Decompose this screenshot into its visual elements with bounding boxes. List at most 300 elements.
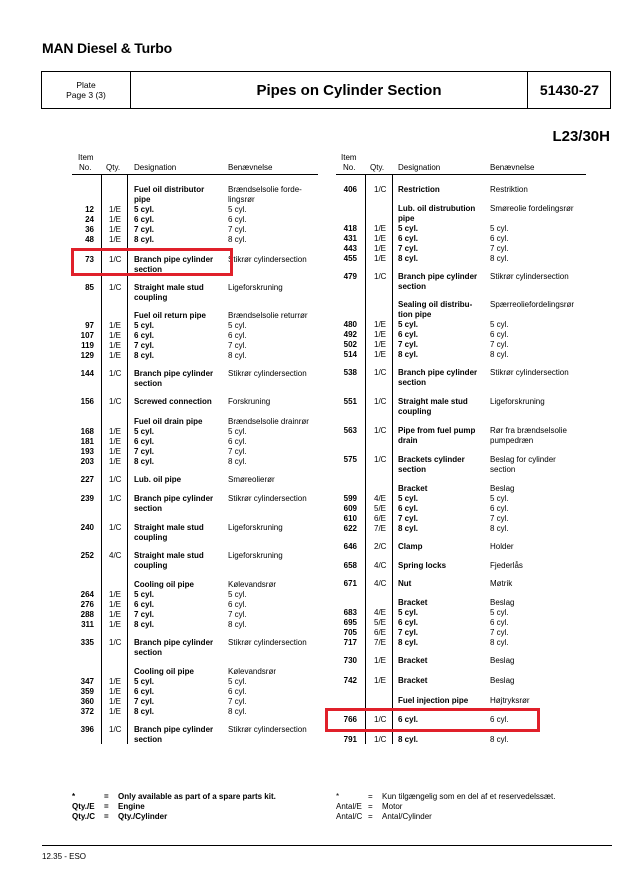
right-cell-des: Bracket xyxy=(398,656,428,665)
right-cell-item: 658 xyxy=(343,561,357,570)
right-cell-item: 563 xyxy=(343,426,357,435)
right-cell-des: 6 cyl. xyxy=(398,504,419,513)
right-cell-qty: 1/C xyxy=(374,715,387,724)
right-cell-des: 8 cyl. xyxy=(398,735,419,744)
right-cell-item: 683 xyxy=(343,608,357,617)
left-cell-ben: 5 cyl. xyxy=(228,205,247,214)
left-cell-item: 193 xyxy=(80,447,94,456)
right-cell-qty: 1/E xyxy=(374,340,387,349)
right-cell-des: coupling xyxy=(398,407,432,416)
left-designation-header: Designation xyxy=(134,163,177,172)
right-item-header-bottom: No. xyxy=(343,163,356,172)
left-cell-ben: Forskruning xyxy=(228,397,271,406)
right-cell-item: 695 xyxy=(343,618,357,627)
right-cell-qty: 1/E xyxy=(374,330,387,339)
right-cell-item: 514 xyxy=(343,350,357,359)
right-designation-header: Designation xyxy=(398,163,441,172)
left-cell-qty: 1/C xyxy=(109,283,122,292)
right-cell-ben: 7 cyl. xyxy=(490,628,509,637)
right-cell-qty: 1/E xyxy=(374,244,387,253)
right-cell-des: 8 cyl. xyxy=(398,638,419,647)
left-cell-qty: 1/E xyxy=(109,427,122,436)
foot-right-v: Motor xyxy=(382,802,403,811)
right-cell-des: section xyxy=(398,378,427,387)
right-cell-item: 431 xyxy=(343,234,357,243)
right-cell-qty: 1/C xyxy=(374,735,387,744)
right-cell-ben: Fjederlås xyxy=(490,561,523,570)
plate-label: Plate xyxy=(76,80,96,90)
left-cell-des: Screwed connection xyxy=(134,397,212,406)
left-cell-item: 372 xyxy=(80,707,94,716)
left-cell-qty: 1/C xyxy=(109,725,122,734)
left-cell-des: section xyxy=(134,735,163,744)
left-cell-ben: 6 cyl. xyxy=(228,331,247,340)
foot-right-k: * xyxy=(336,792,340,801)
left-cell-qty: 1/E xyxy=(109,590,122,599)
left-cell-ben: 6 cyl. xyxy=(228,437,247,446)
right-cell-qty: 6/E xyxy=(374,628,387,637)
foot-left-eq: = xyxy=(104,812,109,821)
right-cell-item: 717 xyxy=(343,638,357,647)
left-cell-ben: Stikrør cylindersection xyxy=(228,638,307,647)
left-cell-qty: 1/E xyxy=(109,351,122,360)
left-cell-item: 276 xyxy=(80,600,94,609)
right-cell-ben: 7 cyl. xyxy=(490,244,509,253)
left-cell-des: Fuel oil return pipe xyxy=(134,311,207,320)
right-cell-des: 7 cyl. xyxy=(398,340,419,349)
left-cell-qty: 1/E xyxy=(109,677,122,686)
right-cell-item: 671 xyxy=(343,579,357,588)
left-cell-des: Straight male stud xyxy=(134,523,204,532)
left-cell-ben: 7 cyl. xyxy=(228,341,247,350)
left-cell-des: 8 cyl. xyxy=(134,235,155,244)
right-cell-item: 551 xyxy=(343,397,357,406)
left-cell-item: 239 xyxy=(80,494,94,503)
left-cell-ben: 5 cyl. xyxy=(228,590,247,599)
plate-header xyxy=(41,71,611,109)
right-cell-des: 7 cyl. xyxy=(398,628,419,637)
left-cell-qty: 1/E xyxy=(109,321,122,330)
left-cell-des: 8 cyl. xyxy=(134,707,155,716)
right-cell-des: 5 cyl. xyxy=(398,494,419,503)
right-qty-header: Qty. xyxy=(370,163,385,172)
left-cell-qty: 1/E xyxy=(109,457,122,466)
left-item-header-bottom: No. xyxy=(79,163,92,172)
right-cell-ben: 6 cyl. xyxy=(490,330,509,339)
left-cell-ben: 8 cyl. xyxy=(228,235,247,244)
right-cell-item: 492 xyxy=(343,330,357,339)
left-cell-qty: 1/E xyxy=(109,447,122,456)
left-cell-item: 252 xyxy=(80,551,94,560)
right-cell-des: Spring locks xyxy=(398,561,447,570)
right-cell-ben: 8 cyl. xyxy=(490,735,509,744)
right-cell-qty: 7/E xyxy=(374,524,387,533)
plate-title: Pipes on Cylinder Section xyxy=(256,81,442,99)
left-cell-des: 8 cyl. xyxy=(134,620,155,629)
right-vline-2 xyxy=(392,174,393,744)
right-cell-qty: 1/E xyxy=(374,350,387,359)
left-cell-des: section xyxy=(134,648,163,657)
highlight-box-item-766 xyxy=(325,708,540,732)
left-cell-ben: 8 cyl. xyxy=(228,351,247,360)
right-cell-qty: 1/E xyxy=(374,234,387,243)
left-cell-des: 7 cyl. xyxy=(134,341,155,350)
left-cell-qty: 1/C xyxy=(109,255,122,264)
right-cell-des: Straight male stud xyxy=(398,397,468,406)
right-cell-des: Fuel injection pipe xyxy=(398,696,469,705)
right-cell-qty: 1/E xyxy=(374,320,387,329)
right-cell-ben: 5 cyl. xyxy=(490,320,509,329)
left-cell-item: 335 xyxy=(80,638,94,647)
left-cell-qty: 1/C xyxy=(109,638,122,647)
left-cell-des: 7 cyl. xyxy=(134,225,155,234)
right-cell-qty: 7/E xyxy=(374,638,387,647)
left-cell-ben: 5 cyl. xyxy=(228,321,247,330)
left-cell-ben: Stikrør cylindersection xyxy=(228,255,307,264)
right-cell-des: section xyxy=(398,282,427,291)
right-cell-ben: Holder xyxy=(490,542,514,551)
foot-right-k: Antal/C xyxy=(336,812,363,821)
right-cell-item: 599 xyxy=(343,494,357,503)
right-cell-des: 5 cyl. xyxy=(398,608,419,617)
left-cell-ben: 6 cyl. xyxy=(228,600,247,609)
right-cell-des: Branch pipe cylinder xyxy=(398,368,478,377)
right-cell-des: Bracket xyxy=(398,484,428,493)
right-cell-ben: Restriktion xyxy=(490,185,528,194)
left-cell-des: 7 cyl. xyxy=(134,610,155,619)
right-cell-item: 646 xyxy=(343,542,357,551)
left-cell-ben: 8 cyl. xyxy=(228,707,247,716)
left-cell-item: 36 xyxy=(85,225,94,234)
left-cell-des: coupling xyxy=(134,561,168,570)
left-cell-des: Fuel oil drain pipe xyxy=(134,417,203,426)
left-cell-qty: 1/C xyxy=(109,369,122,378)
right-cell-des: 6 cyl. xyxy=(398,715,419,724)
left-cell-des: 5 cyl. xyxy=(134,590,155,599)
foot-right-v: Kun tilgængelig som en del af et reservedelssæt. xyxy=(382,792,556,801)
right-cell-ben: Smøreolie fordelingsrør xyxy=(490,204,574,213)
left-cell-item: 24 xyxy=(85,215,94,224)
left-cell-ben: Ligeforskruning xyxy=(228,523,283,532)
right-cell-qty: 5/E xyxy=(374,504,387,513)
left-cell-ben: 5 cyl. xyxy=(228,677,247,686)
left-cell-qty: 1/E xyxy=(109,331,122,340)
left-cell-des: Lub. oil pipe xyxy=(134,475,182,484)
engine-model: L23/30H xyxy=(552,128,610,145)
right-cell-des: 8 cyl. xyxy=(398,524,419,533)
right-cell-item: 609 xyxy=(343,504,357,513)
right-cell-des: Bracket xyxy=(398,598,428,607)
left-cell-des: 5 cyl. xyxy=(134,321,155,330)
left-cell-item: 359 xyxy=(80,687,94,696)
plate-number: 51430-27 xyxy=(527,71,611,109)
document-version: 12.35 - ESO xyxy=(42,852,87,861)
right-cell-des: 6 cyl. xyxy=(398,618,419,627)
right-cell-item: 730 xyxy=(343,656,357,665)
left-cell-qty: 1/E xyxy=(109,437,122,446)
foot-left-eq: = xyxy=(104,802,109,811)
left-cell-des: section xyxy=(134,265,163,274)
left-cell-qty: 1/E xyxy=(109,707,122,716)
left-cell-qty: 1/E xyxy=(109,600,122,609)
right-cell-des: 7 cyl. xyxy=(398,514,419,523)
left-cell-des: 7 cyl. xyxy=(134,697,155,706)
right-cell-ben: Beslag for cylinder xyxy=(490,455,556,464)
left-benaevnelse-header: Benævnelse xyxy=(228,163,273,172)
left-cell-qty: 1/E xyxy=(109,687,122,696)
right-cell-qty: 1/C xyxy=(374,272,387,281)
right-cell-ben: 5 cyl. xyxy=(490,494,509,503)
left-cell-ben: Ligeforskruning xyxy=(228,551,283,560)
right-cell-ben: Ligeforskruning xyxy=(490,397,545,406)
right-cell-qty: 1/E xyxy=(374,224,387,233)
left-cell-ben: Kølevandsrør xyxy=(228,667,277,676)
left-cell-qty: 1/E xyxy=(109,620,122,629)
left-cell-des: 5 cyl. xyxy=(134,427,155,436)
left-cell-item: 119 xyxy=(81,341,94,350)
page-number: Page 3 (3) xyxy=(66,90,106,100)
left-cell-ben: Brændselsolie forde- xyxy=(228,185,302,194)
left-cell-des: Straight male stud xyxy=(134,551,204,560)
left-cell-ben: Stikrør cylindersection xyxy=(228,369,307,378)
right-cell-ben: Stikrør cylindersection xyxy=(490,272,569,281)
left-cell-des: coupling xyxy=(134,533,168,542)
left-cell-des: 6 cyl. xyxy=(134,331,155,340)
left-cell-des: Fuel oil distributor xyxy=(134,185,205,194)
left-cell-ben: Kølevandsrør xyxy=(228,580,277,589)
right-cell-qty: 5/E xyxy=(374,618,387,627)
right-cell-ben: Beslag xyxy=(490,598,515,607)
right-cell-ben: 5 cyl. xyxy=(490,608,509,617)
right-cell-ben: Møtrik xyxy=(490,579,513,588)
right-cell-item: 742 xyxy=(343,676,357,685)
left-cell-des: 6 cyl. xyxy=(134,215,155,224)
right-cell-item: 455 xyxy=(343,254,357,263)
left-cell-item: 264 xyxy=(80,590,94,599)
right-cell-des: 6 cyl. xyxy=(398,234,419,243)
foot-left-v: Only available as part of a spare parts kit. xyxy=(118,792,276,801)
right-cell-des: Branch pipe cylinder xyxy=(398,272,478,281)
foot-right-eq: = xyxy=(368,792,373,801)
left-cell-ben: 8 cyl. xyxy=(228,457,247,466)
left-cell-qty: 1/E xyxy=(109,235,122,244)
left-cell-ben: Ligeforskruning xyxy=(228,283,283,292)
right-cell-qty: 1/C xyxy=(374,185,387,194)
right-cell-item: 538 xyxy=(343,368,357,377)
left-cell-des: 6 cyl. xyxy=(134,687,155,696)
left-cell-ben: 7 cyl. xyxy=(228,610,247,619)
left-cell-item: 347 xyxy=(80,677,94,686)
left-cell-item: 85 xyxy=(85,283,94,292)
left-cell-ben: Brændselsolie returrør xyxy=(228,311,308,320)
left-cell-des: Straight male stud xyxy=(134,283,204,292)
right-cell-qty: 2/C xyxy=(374,542,387,551)
right-vline-1 xyxy=(365,174,366,744)
left-cell-ben: 6 cyl. xyxy=(228,687,247,696)
foot-left-k: * xyxy=(72,792,76,801)
right-cell-item: 610 xyxy=(343,514,357,523)
right-cell-item: 705 xyxy=(343,628,357,637)
right-cell-des: Restriction xyxy=(398,185,440,194)
left-cell-des: 5 cyl. xyxy=(134,677,155,686)
right-cell-des: 8 cyl. xyxy=(398,254,419,263)
left-cell-item: 203 xyxy=(80,457,94,466)
left-cell-des: 8 cyl. xyxy=(134,457,155,466)
left-cell-des: section xyxy=(134,504,163,513)
right-cell-ben: Højtryksrør xyxy=(490,696,530,705)
right-cell-ben: Spærreoliefordelingsrør xyxy=(490,300,575,309)
left-cell-ben: 8 cyl. xyxy=(228,620,247,629)
right-cell-des: Clamp xyxy=(398,542,423,551)
left-cell-des: 8 cyl. xyxy=(134,351,155,360)
left-cell-qty: 1/C xyxy=(109,475,122,484)
left-cell-ben: 6 cyl. xyxy=(228,215,247,224)
left-cell-des: pipe xyxy=(134,195,151,204)
left-cell-item: 288 xyxy=(80,610,94,619)
right-cell-des: Lub. oil distrubution xyxy=(398,204,476,213)
foot-right-eq: = xyxy=(368,802,373,811)
left-cell-qty: 1/E xyxy=(109,341,122,350)
left-cell-item: 168 xyxy=(80,427,94,436)
right-cell-ben: 8 cyl. xyxy=(490,524,509,533)
left-cell-des: 5 cyl. xyxy=(134,205,155,214)
right-cell-item: 791 xyxy=(343,735,357,744)
right-cell-ben: 8 cyl. xyxy=(490,254,509,263)
left-cell-ben: 7 cyl. xyxy=(228,225,247,234)
left-cell-qty: 1/E xyxy=(109,225,122,234)
right-cell-item: 479 xyxy=(343,272,357,281)
right-cell-ben: 6 cyl. xyxy=(490,715,509,724)
left-cell-qty: 1/C xyxy=(109,523,122,532)
right-cell-ben: 7 cyl. xyxy=(490,340,509,349)
right-cell-des: pipe xyxy=(398,214,415,223)
left-cell-ben: 7 cyl. xyxy=(228,447,247,456)
left-cell-des: section xyxy=(134,379,163,388)
left-cell-item: 360 xyxy=(80,697,94,706)
right-cell-qty: 1/C xyxy=(374,397,387,406)
right-header-rule xyxy=(336,174,586,175)
right-cell-qty: 1/C xyxy=(374,368,387,377)
left-cell-item: 73 xyxy=(85,255,94,264)
right-cell-qty: 4/E xyxy=(374,608,387,617)
right-cell-item: 766 xyxy=(343,715,357,724)
left-cell-ben: 5 cyl. xyxy=(228,427,247,436)
right-cell-qty: 1/C xyxy=(374,426,387,435)
right-cell-des: 8 cyl. xyxy=(398,350,419,359)
left-cell-des: coupling xyxy=(134,293,168,302)
left-cell-des: 6 cyl. xyxy=(134,437,155,446)
plate-page-cell xyxy=(42,72,131,108)
left-cell-des: Branch pipe cylinder xyxy=(134,369,214,378)
left-cell-des: Branch pipe cylinder xyxy=(134,638,214,647)
left-item-header-top: Item xyxy=(78,153,94,162)
left-cell-item: 107 xyxy=(80,331,94,340)
right-cell-ben: 8 cyl. xyxy=(490,638,509,647)
right-cell-ben: 7 cyl. xyxy=(490,514,509,523)
right-cell-ben: 5 cyl. xyxy=(490,224,509,233)
foot-left-v: Engine xyxy=(118,802,145,811)
foot-left-v: Qty./Cylinder xyxy=(118,812,168,821)
right-cell-qty: 4/C xyxy=(374,579,387,588)
right-cell-des: 7 cyl. xyxy=(398,244,419,253)
left-cell-des: Cooling oil pipe xyxy=(134,580,194,589)
right-cell-ben: Stikrør cylindersection xyxy=(490,368,569,377)
foot-left-k: Qty./E xyxy=(72,802,95,811)
right-cell-qty: 1/E xyxy=(374,656,387,665)
right-cell-ben: Beslag xyxy=(490,656,515,665)
right-cell-des: section xyxy=(398,465,427,474)
left-cell-des: Branch pipe cylinder xyxy=(134,494,214,503)
right-cell-qty: 1/C xyxy=(374,455,387,464)
left-cell-item: 97 xyxy=(85,321,94,330)
left-cell-qty: 4/C xyxy=(109,551,122,560)
right-benaevnelse-header: Benævnelse xyxy=(490,163,535,172)
right-cell-qty: 1/E xyxy=(374,254,387,263)
left-cell-ben: Stikrør cylindersection xyxy=(228,725,307,734)
right-cell-des: Brackets cylinder xyxy=(398,455,465,464)
right-cell-ben: Beslag xyxy=(490,676,515,685)
left-cell-item: 181 xyxy=(80,437,94,446)
right-cell-des: Bracket xyxy=(398,676,428,685)
left-cell-qty: 1/E xyxy=(109,610,122,619)
left-cell-qty: 1/E xyxy=(109,215,122,224)
right-cell-item: 480 xyxy=(343,320,357,329)
right-cell-ben: Beslag xyxy=(490,484,515,493)
right-cell-des: tion pipe xyxy=(398,310,432,319)
foot-left-k: Qty./C xyxy=(72,812,95,821)
highlight-box-item-73 xyxy=(71,248,233,276)
left-cell-item: 129 xyxy=(80,351,94,360)
right-cell-qty: 1/E xyxy=(374,676,387,685)
right-cell-item: 443 xyxy=(343,244,357,253)
left-cell-qty: 1/E xyxy=(109,697,122,706)
right-cell-ben: Rør fra brændselsolie xyxy=(490,426,567,435)
right-cell-des: Pipe from fuel pump xyxy=(398,426,476,435)
left-cell-des: Cooling oil pipe xyxy=(134,667,194,676)
left-cell-des: 7 cyl. xyxy=(134,447,155,456)
right-cell-qty: 4/E xyxy=(374,494,387,503)
foot-right-v: Antal/Cylinder xyxy=(382,812,432,821)
foot-left-eq: = xyxy=(104,792,109,801)
left-cell-item: 156 xyxy=(80,397,94,406)
left-cell-item: 396 xyxy=(80,725,94,734)
left-cell-des: Branch pipe cylinder xyxy=(134,255,214,264)
left-cell-ben: Brændselsolie drainrør xyxy=(228,417,309,426)
left-cell-item: 12 xyxy=(85,205,94,214)
right-cell-des: drain xyxy=(398,436,418,445)
right-cell-des: 6 cyl. xyxy=(398,330,419,339)
left-cell-item: 144 xyxy=(80,369,94,378)
left-cell-ben: lingsrør xyxy=(228,195,255,204)
left-cell-item: 240 xyxy=(80,523,94,532)
right-cell-item: 575 xyxy=(343,455,357,464)
right-cell-ben: 6 cyl. xyxy=(490,618,509,627)
left-cell-item: 227 xyxy=(80,475,94,484)
left-cell-qty: 1/E xyxy=(109,205,122,214)
right-cell-ben: 8 cyl. xyxy=(490,350,509,359)
left-header-rule xyxy=(72,174,318,175)
right-cell-item: 502 xyxy=(343,340,357,349)
right-cell-ben: pumpedræn xyxy=(490,436,534,445)
right-cell-des: 5 cyl. xyxy=(398,320,419,329)
left-cell-qty: 1/C xyxy=(109,494,122,503)
right-cell-item: 622 xyxy=(343,524,357,533)
right-cell-des: 5 cyl. xyxy=(398,224,419,233)
right-cell-qty: 6/E xyxy=(374,514,387,523)
right-cell-ben: 6 cyl. xyxy=(490,234,509,243)
right-cell-ben: section xyxy=(490,465,516,474)
right-cell-item: 406 xyxy=(343,185,357,194)
